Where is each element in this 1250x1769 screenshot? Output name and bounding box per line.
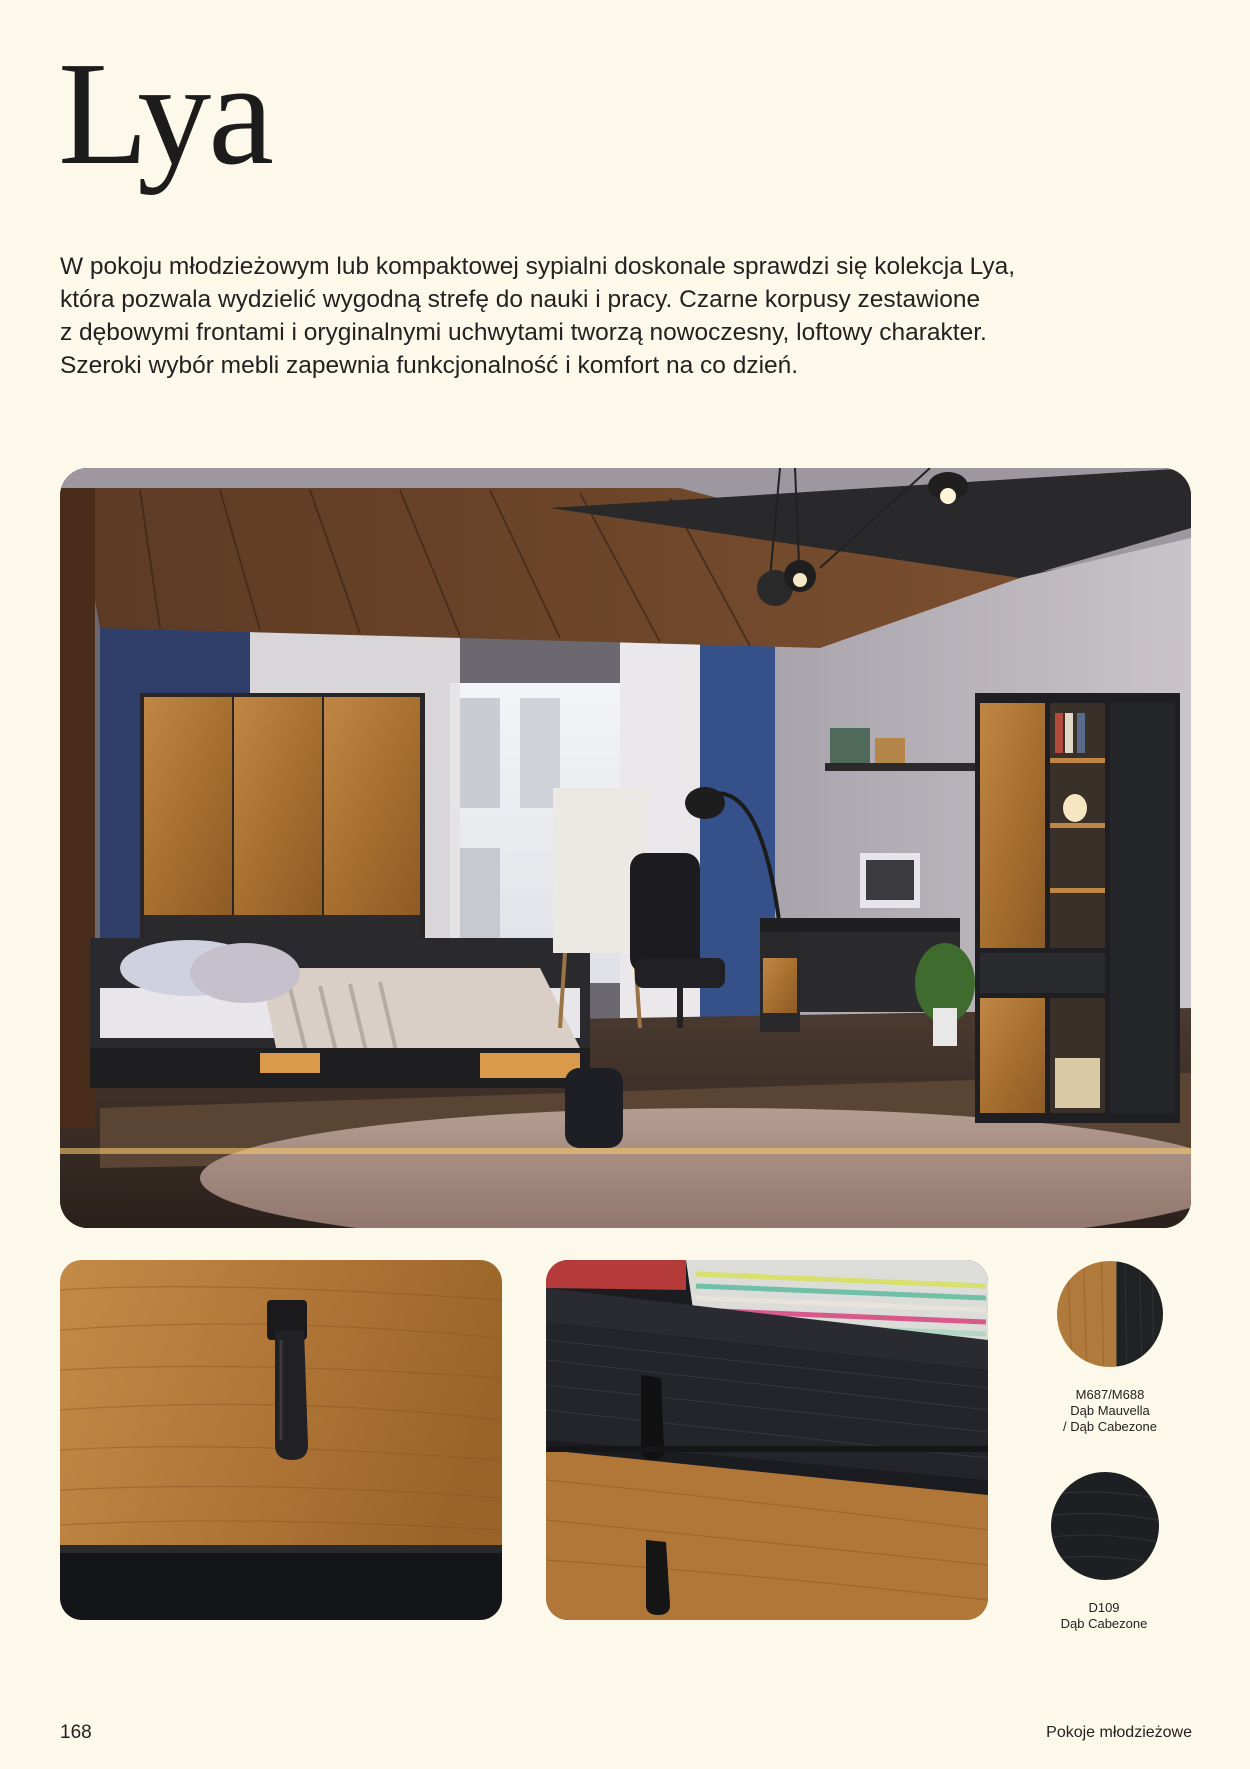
collection-title: Lya (58, 32, 271, 196)
intro-line: Szeroki wybór mebli zapewnia funkcjonalność i komfort na co dzień. (60, 352, 799, 379)
section-name: Pokoje młodzieżowe (1046, 1724, 1192, 1741)
detail-oak-handle-photo (60, 1260, 502, 1620)
swatch-label-2 (1024, 1600, 1184, 1632)
swatch-code: M687/M688 (1075, 1387, 1145, 1402)
intro-line: W pokoju młodzieżowym lub kompaktowej sypialni doskonale sprawdzi się kolekcja Lya, (60, 253, 1016, 280)
swatch-label-1 (1030, 1387, 1190, 1435)
swatch-cabezone (1051, 1472, 1159, 1580)
swatch-name: Dąb Mauvella (1070, 1403, 1150, 1418)
intro-line: z dębowymi frontami i oryginalnymi uchwytami tworzą nowoczesny, loftowy charakter. (60, 319, 987, 346)
swatch-code: D109 (1088, 1600, 1120, 1615)
swatch-mauvella-cabezone (1057, 1261, 1163, 1367)
intro-line: która pozwala wydzielić wygodną strefę do nauki i pracy. Czarne korpusy zestawione (60, 286, 981, 313)
intro-paragraph (60, 250, 1200, 382)
page-number: 168 (60, 1722, 92, 1743)
detail-black-drawer-photo (546, 1260, 988, 1620)
swatch-name: / Dąb Cabezone (1063, 1419, 1157, 1434)
room-scene-photo (60, 468, 1191, 1228)
swatch-name: Dąb Cabezone (1060, 1616, 1148, 1631)
